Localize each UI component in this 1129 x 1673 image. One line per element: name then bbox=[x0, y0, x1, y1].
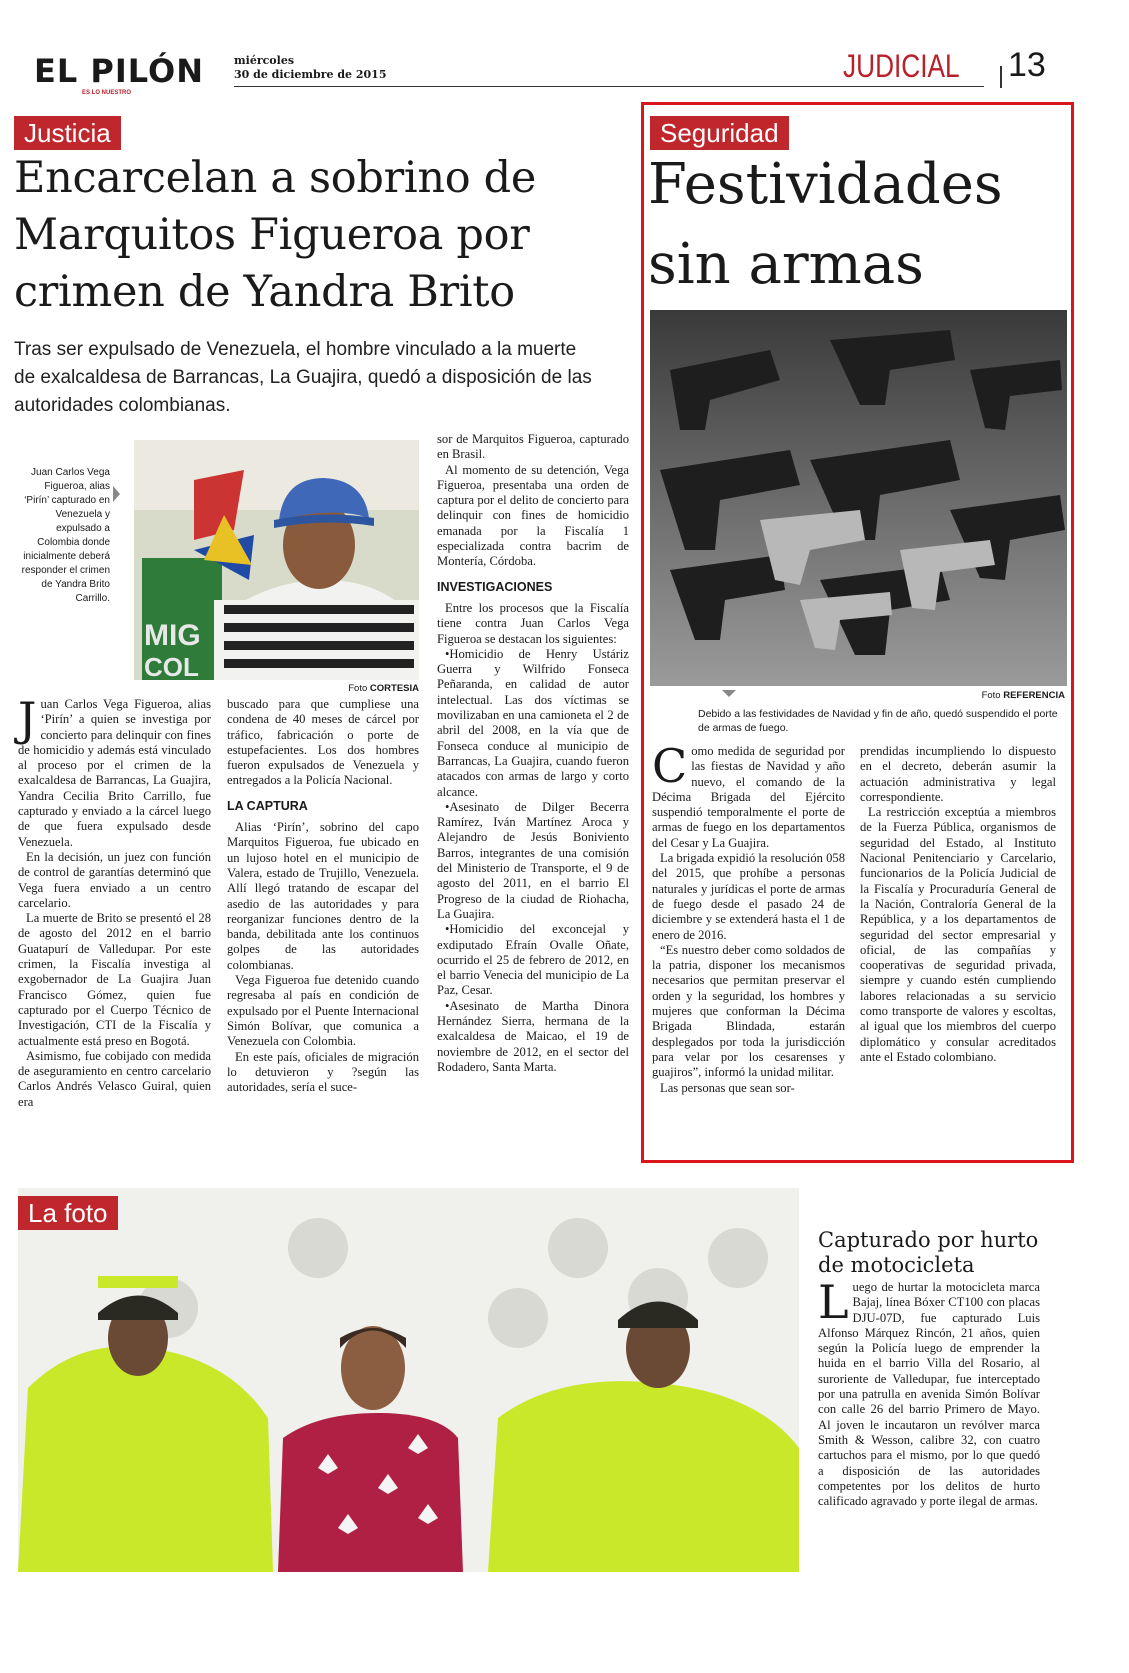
right-story-column-2 bbox=[860, 744, 1056, 1065]
left-story-paragraph: La muerte de Brito se presentó el 28 de agosto del 2012 en el barrio Guatapurí de Valledupar. Por este crimen, la Fiscalía investiga al exgobernador de La Guajira Juan Francisco Gómez, quien fue capturado por el Cuerpo Técnico de Investigación, CTI de la Fiscalía y actualmente está preso en Bogotá. bbox=[18, 911, 211, 1048]
arrest-photo bbox=[18, 1188, 799, 1572]
right-story-headline-line-2: sin armas bbox=[648, 232, 924, 297]
subhead-la-captura: LA CAPTURA bbox=[227, 798, 308, 813]
left-story-headline: Encarcelan a sobrino de Marquitos Figueroa por crimen de Yandra Brito bbox=[14, 153, 537, 317]
bottom-story-headline: Capturado por hurto de motocicleta bbox=[818, 1228, 1039, 1277]
right-story-headline-line-1: Festividades bbox=[648, 152, 1003, 217]
right-story-paragraph: La restricción exceptúa a miembros de la Fuerza Pública, organismos de seguridad del Estado, al Instituto Nacional Penitenciario y Carcelario, funcionarios de la Policía Judicial de la Fiscalía y Procuraduría General de la Nación, Contraloría General de la República, y a los departamentos de seguridad del sector empresarial y oficial, de las compañías y cooperativas de seguridad privada, siempre y cuando estén cumpliendo labores relacionadas a su servicio como transporte de valores y escoltas, al igual que los miembros del cuerpo diplomático y consular acreditados ante el Estado colombiano. bbox=[860, 805, 1056, 1064]
left-story-dropcap: J bbox=[18, 692, 37, 746]
left-story-paragraph: En este país, oficiales de migración lo detuvieron y ?según las autoridades, sería el suce- bbox=[227, 1049, 419, 1095]
suspect-photo bbox=[134, 440, 419, 680]
newspaper-tagline: ES LO NUESTRO bbox=[82, 90, 132, 96]
svg-text:MIG: MIG bbox=[144, 619, 201, 652]
left-story-paragraph: •Homicidio del exconcejal y exdiputado Efraín Ovalle Oñate, ocurrido el 25 de febrero de 2012, en el barrio Venecia del municipio de La Paz, Cesar. bbox=[437, 922, 629, 998]
right-story-paragraph: “Es nuestro deber como soldados de la patria, disponer los mecanismos necesarios que permitan preservar el orden y la seguridad, los hombres y mujeres que conforman la Décima Brigada Blindada, estarán desplegados por toda la jurisdicción para velar por los cesarenses y guajiros”, informó la unidad militar. bbox=[652, 942, 845, 1080]
left-story-column-3 bbox=[437, 432, 629, 1075]
bottom-story-kicker: La foto bbox=[18, 1196, 118, 1230]
left-story-photo-caption: Juan Carlos Vega Figueroa, alias ‘Pirín’ capturado en Venezuela y expulsado a Colombia donde inicialmente deberá responder el crimen de Yandra Brito Carrillo. bbox=[21, 467, 110, 604]
left-story-kicker: Justicia bbox=[14, 116, 121, 150]
right-story-kicker: Seguridad bbox=[650, 116, 789, 150]
bottom-story-dropcap: L bbox=[818, 1275, 849, 1329]
left-story-column-1 bbox=[18, 692, 211, 1110]
masthead-rule bbox=[234, 86, 984, 87]
left-story-paragraph: Alias ‘Pirín’, sobrino del capo Marquitos Figueroa, fue ubicado en un lujoso hotel en el municipio de Valera, estado de Trujillo, Venezuela. Allí llegó tratando de escapar del asedio de las autoridades y para reorganizar funciones dentro de la banda, debilitada ante los continuos golpes de las autoridades colombianas. bbox=[227, 820, 419, 972]
left-story-paragraph: Asimismo, fue cobijado con medida de aseguramiento en centro carcelario Carlos Andrés Velasco Guiral, quien era bbox=[18, 1048, 211, 1109]
right-story-paragraph: prendidas incumpliendo lo dispuesto en el decreto, deberán asumir la actuación administrativa y legal correspondiente. bbox=[860, 744, 1056, 804]
masthead-date: 30 de diciembre de 2015 bbox=[234, 68, 387, 81]
left-story-column-2 bbox=[227, 697, 419, 1095]
weapons-photo-drawing bbox=[650, 310, 1067, 686]
masthead bbox=[30, 46, 1046, 104]
right-story-paragraph: La brigada expidió la resolución 058 del 2015, que prohíbe a personas naturales y jurídicas el porte de armas de fuego desde el pasado 24 de diciembre y se extenderá hasta el 1 de enero de 2016. bbox=[652, 851, 846, 942]
page-number: 13 bbox=[1008, 46, 1046, 84]
left-story-deck: Tras ser expulsado de Venezuela, el hombre vinculado a la muerte de exalcaldesa de Barrancas, La Guajira, quedó a disposición de las autoridades colombianas. bbox=[14, 339, 592, 416]
svg-text:COL: COL bbox=[144, 652, 199, 680]
left-story-lead: uan Carlos Vega Figueroa, alias ‘Pirín’ a quien se investiga por concierto para delinquir con fines de homicidio y además está vinculado al proceso por el crimen de la exalcaldesa de Barrancas, La Guajira, Yandra Cecilia Brito Carrillo, fue capturado y enviado a la cárcel luego de que fuera expulsado desde Venezuela. bbox=[18, 697, 211, 849]
right-story-paragraph: Las personas que sean sor- bbox=[660, 1080, 795, 1095]
subhead-investigaciones: INVESTIGACIONES bbox=[437, 579, 553, 594]
left-story-paragraph: Al momento de su detención, Vega Figueroa, presentaba una orden de captura por el delito de concierto para delinquir con fines de homicidio emanada por la Fiscalía 1 especializada contra bacrim de Montería, Córdoba. bbox=[437, 462, 629, 569]
right-story-lead: omo medida de seguridad por las fiestas de Navidad y año nuevo, el comando de la Décima Brigada del Ejército suspendió temporalmente el porte de armas de fuego en los departamentos del Cesar y La Guajira. bbox=[652, 744, 845, 850]
caption-arrow-icon bbox=[113, 486, 120, 502]
photo-credit-prefix: Foto bbox=[981, 690, 1001, 701]
arrest-photo-drawing bbox=[18, 1188, 799, 1572]
left-story-paragraph: •Asesinato de Dilger Becerra Ramírez, Iván Martínez Aroca y Alejandro de Jesús Boniviento Barros, integrantes de una comisión del Ministerio de Transporte, el 9 de agosto del 2011, en el barrio El Progreso de la ciudad de Riohacha, La Guajira. bbox=[437, 799, 629, 921]
photo-credit-source: CORTESIA bbox=[369, 683, 419, 694]
newspaper-logo: EL PILÓN bbox=[34, 52, 204, 90]
left-story-paragraph: Vega Figueroa fue detenido cuando regresaba al país en condición de expulsado por el Puente Internacional Simón Bolívar, que comunica a Venezuela con Colombia. bbox=[227, 973, 419, 1049]
right-story-photo-caption: Debido a las festividades de Navidad y fin de año, quedó suspendido el porte de armas de fuego. bbox=[698, 708, 1058, 734]
suspect-photo-drawing bbox=[134, 440, 419, 680]
masthead-day: miércoles bbox=[234, 54, 295, 67]
left-story-paragraph: Entre los procesos que la Fiscalía tiene contra Juan Carlos Vega Figueroa se destacan los siguientes: bbox=[437, 600, 629, 646]
section-divider bbox=[1000, 66, 1002, 88]
right-story-photo-credit bbox=[900, 690, 1065, 701]
left-story-paragraph: En la decisión, un juez con función de control de garantías determinó que Vega fuera enviado a un centro carcelario. bbox=[18, 849, 211, 910]
left-story-paragraph: buscado para que cumpliese una condena de 40 meses de cárcel por tráfico, fabricación o porte de estupefacientes. Los dos hombres fueron expulsados de Venezuela y entregados a la Policía Nacional. bbox=[227, 697, 419, 788]
left-story-paragraph: sor de Marquitos Figueroa, capturado en Brasil. bbox=[437, 432, 629, 462]
bottom-story-body bbox=[818, 1275, 1040, 1509]
section-name: JUDICIAL bbox=[843, 48, 960, 84]
seized-weapons-photo bbox=[650, 310, 1067, 686]
left-story-paragraph: •Asesinato de Martha Dinora Hernández Sierra, hermana de la exalcaldesa de Maicao, el 19 de noviembre de 2012, en el sector del Rodadero, Santa Marta. bbox=[437, 998, 629, 1074]
right-story-dropcap: C bbox=[652, 739, 688, 793]
left-story-paragraph: •Homicidio de Henry Ustáriz Guerra y Wilfrido Fonseca Peñaranda, en calidad de autor intelectual. Las dos víctimas se movilizaban en una camioneta el 2 de abril del 2008, en la vía que de Fonseca conduce al municipio de Barrancas, La Guajira, cuando fueron atacados con armas de largo y corto alcance. bbox=[437, 646, 629, 799]
photo-credit-source: REFERENCIA bbox=[1003, 690, 1065, 701]
bottom-story-text: uego de hurtar la motocicleta marca Bajaj, línea Bóxer CT100 con placas DJU-07D, fue capturado Luis Alfonso Márquez Rincón, 21 años, quien según la Policía luego de emprender la huida en el barrio Villa del Rosario, al suroriente de Valledupar, fue interceptado por una patrulla en avenida Simón Bolívar con calle 26 del barrio Primero de Mayo. Al joven le incautaron un revólver marca Smith & Wesson, calibre 32, con cuatro cartuchos para el mismo, por lo que quedó a disposición de las autoridades competentes por los delitos de hurto calificado agravado y porte ilegal de armas. bbox=[818, 1280, 1040, 1509]
photo-credit-prefix: Foto bbox=[348, 683, 368, 694]
left-story-photo-credit bbox=[300, 683, 419, 694]
right-story-column-1 bbox=[652, 739, 846, 1096]
caption-arrow-icon bbox=[722, 690, 736, 697]
